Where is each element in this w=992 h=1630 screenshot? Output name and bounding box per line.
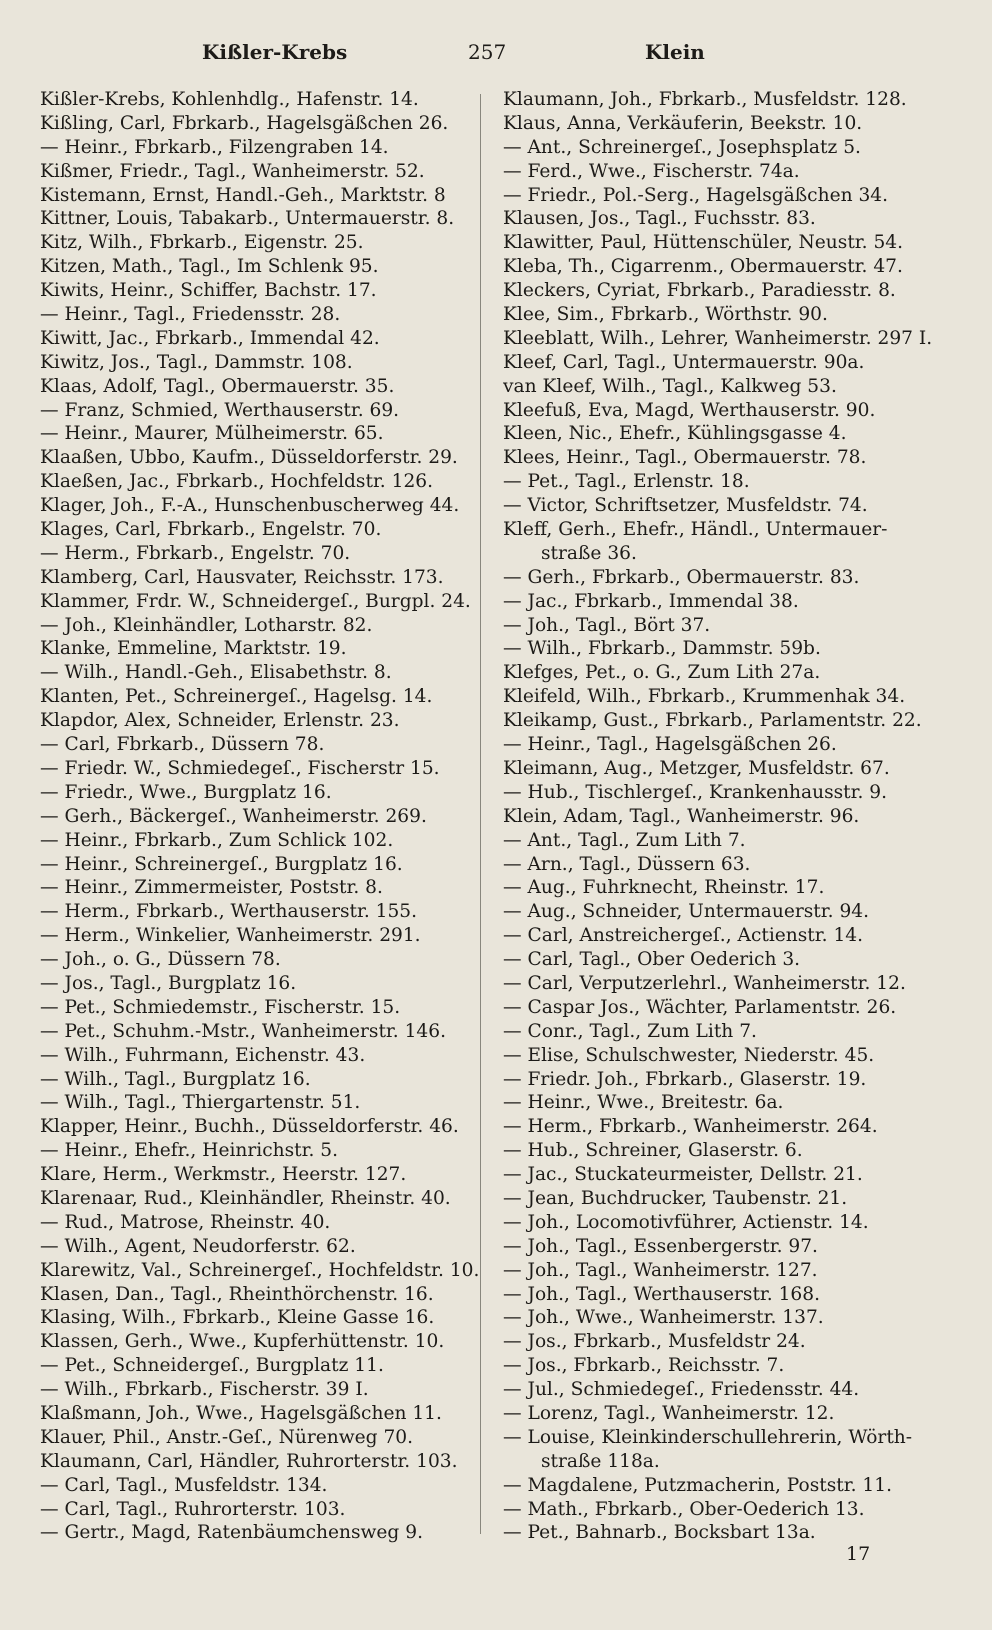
directory-entry: — Pet., Schmiedemstr., Fischerstr. 15. xyxy=(40,996,401,1018)
directory-entry: Kleba, Th., Cigarrenm., Obermauerstr. 47. xyxy=(503,256,903,278)
directory-entry: Klapdor, Alex, Schneider, Erlenstr. 23. xyxy=(40,710,400,732)
directory-entry: — Carl, Tagl., Ober Oederich 3. xyxy=(503,949,801,971)
directory-entry: Klapper, Heinr., Buchh., Düsseldorferstr. 46. xyxy=(40,1116,459,1138)
directory-entry: Kitzen, Math., Tagl., Im Schlenk 95. xyxy=(40,256,379,278)
directory-entry: — Heinr., Tagl., Friedensstr. 28. xyxy=(40,304,341,326)
directory-entry: — Jac., Fbrkarb., Immendal 38. xyxy=(503,590,799,612)
directory-entry: — Jul., Schmiedegeſ., Friedensstr. 44. xyxy=(503,1379,860,1401)
directory-entry: — Magdalene, Putzmacherin, Poststr. 11. xyxy=(503,1474,892,1496)
directory-entry: — Heinr., Schreinergeſ., Burgplatz 16. xyxy=(40,853,403,875)
directory-entry: — Wilh., Fuhrmann, Eichenstr. 43. xyxy=(40,1044,366,1066)
directory-entry: — Jos., Tagl., Burgplatz 16. xyxy=(40,972,297,994)
header-last-entry: Klein xyxy=(645,40,705,64)
directory-entry: Kleefuß, Eva, Magd, Werthauserstr. 90. xyxy=(503,399,876,421)
directory-entry: — Joh., Locomotivführer, Actienstr. 14. xyxy=(503,1211,869,1233)
directory-entry: — Heinr., Tagl., Hagelsgäßchen 26. xyxy=(503,734,837,756)
directory-entry: — Heinr., Zimmermeister, Poststr. 8. xyxy=(40,877,383,899)
directory-entry: — Aug., Schneider, Untermauerstr. 94. xyxy=(503,901,870,923)
directory-entry: Kleff, Gerh., Ehefr., Händl., Untermauer- xyxy=(503,519,888,541)
directory-entry: — Victor, Schriftsetzer, Musfeldstr. 74. xyxy=(503,495,868,517)
directory-entry: — Herm., Winkelier, Wanheimerstr. 291. xyxy=(40,925,421,947)
directory-entry: — Joh., Tagl., Wanheimerstr. 127. xyxy=(503,1259,818,1281)
directory-entry: Kleimann, Aug., Metzger, Musfeldstr. 67. xyxy=(503,757,890,779)
directory-entry: — Wilh., Fbrkarb., Dammstr. 59b. xyxy=(503,638,821,660)
directory-entry: Klanke, Emmeline, Marktstr. 19. xyxy=(40,638,347,660)
directory-entry: Kiwitz, Jos., Tagl., Dammstr. 108. xyxy=(40,351,353,373)
directory-entry: — Heinr., Ehefr., Heinrichstr. 5. xyxy=(40,1140,339,1162)
directory-entry: Klages, Carl, Fbrkarb., Engelstr. 70. xyxy=(40,519,382,541)
directory-entry: Klaßmann, Joh., Wwe., Hagelsgäßchen 11. xyxy=(40,1402,442,1424)
directory-entry: Klasen, Dan., Tagl., Rheinthörchenstr. 16. xyxy=(40,1283,434,1305)
directory-entry: Kleckers, Cyriat, Fbrkarb., Paradiesstr. 8. xyxy=(503,280,896,302)
directory-entry: Klaeßen, Jac., Fbrkarb., Hochfeldstr. 126. xyxy=(40,471,434,493)
directory-entry: — Aug., Fuhrknecht, Rheinstr. 17. xyxy=(503,877,825,899)
directory-entry: — Heinr., Fbrkarb., Filzengraben 14. xyxy=(40,136,389,158)
directory-entry: Kißler-Krebs, Kohlenhdlg., Hafenstr. 14. xyxy=(40,89,419,110)
directory-entry: Kißmer, Friedr., Tagl., Wanheimerstr. 52. xyxy=(40,160,425,182)
directory-entry: — Wilh., Tagl., Burgplatz 16. xyxy=(40,1068,311,1090)
directory-entry: Klassen, Gerh., Wwe., Kupferhüttenstr. 10. xyxy=(40,1331,445,1353)
directory-entry: — Pet., Tagl., Erlenstr. 18. xyxy=(503,471,750,493)
directory-entry: — Jos., Fbrkarb., Musfeldstr 24. xyxy=(503,1331,806,1353)
directory-entry: Kistemann, Ernst, Handl.-Geh., Marktstr. 8 xyxy=(40,184,446,206)
directory-entry: — Pet., Schuhm.-Mstr., Wanheimerstr. 146. xyxy=(40,1020,447,1042)
directory-entry: — Carl, Anstreichergeſ., Actienstr. 14. xyxy=(503,925,864,947)
sheet-number: 17 xyxy=(846,1543,871,1565)
directory-entry: — Wilh., Fbrkarb., Fischerstr. 39 I. xyxy=(40,1379,369,1401)
directory-entry: — Ferd., Wwe., Fischerstr. 74a. xyxy=(503,160,800,182)
directory-entry: Kleen, Nic., Ehefr., Kühlingsgasse 4. xyxy=(503,423,847,445)
directory-entry: Klare, Herm., Werkmstr., Heerstr. 127. xyxy=(40,1164,407,1186)
directory-entry: Kitz, Wilh., Fbrkarb., Eigenstr. 25. xyxy=(40,232,364,254)
directory-entry: Klarewitz, Val., Schreinergeſ., Hochfeldstr. 10. xyxy=(40,1259,480,1281)
header-first-entry: Kißler-Krebs xyxy=(202,40,348,64)
running-header xyxy=(40,40,952,74)
directory-entry: Kleef, Carl, Tagl., Untermauerstr. 90a. xyxy=(503,351,865,373)
directory-entry: — Caspar Jos., Wächter, Parlamentstr. 26. xyxy=(503,996,897,1018)
directory-entry: Klasing, Wilh., Fbrkarb., Kleine Gasse 16. xyxy=(40,1307,435,1329)
directory-entry: Klaumann, Carl, Händler, Ruhrorterstr. 103. xyxy=(40,1450,458,1472)
directory-entry: Klamberg, Carl, Hausvater, Reichsstr. 173. xyxy=(40,566,444,588)
directory-entry: — Gerh., Fbrkarb., Obermauerstr. 83. xyxy=(503,566,860,588)
directory-entry: — Gertr., Magd, Ratenbäumchensweg 9. xyxy=(40,1522,423,1544)
directory-entry: — Joh., Tagl., Essenbergerstr. 97. xyxy=(503,1235,818,1257)
right-column xyxy=(503,88,948,1545)
directory-entry: Kleifeld, Wilh., Fbrkarb., Krummenhak 34. xyxy=(503,686,906,708)
directory-entry: — Arn., Tagl., Düssern 63. xyxy=(503,853,751,875)
directory-entry: Klees, Heinr., Tagl., Obermauerstr. 78. xyxy=(503,447,867,469)
directory-entry: Klammer, Frdr. W., Schneidergeſ., Burgpl. 24. xyxy=(40,590,471,612)
directory-entry: — Friedr. W., Schmiedegeſ., Fischerstr 15. xyxy=(40,757,440,779)
directory-entry: Klauer, Phil., Anstr.-Geſ., Nürenweg 70. xyxy=(40,1426,414,1448)
directory-entry: — Hub., Schreiner, Glaserstr. 6. xyxy=(503,1140,803,1162)
directory-entry: — Jac., Stuckateurmeister, Dellstr. 21. xyxy=(503,1164,863,1186)
directory-entry: Klaumann, Joh., Fbrkarb., Musfeldstr. 128. xyxy=(503,89,907,110)
directory-entry: — Heinr., Maurer, Mülheimerstr. 65. xyxy=(40,423,384,445)
directory-entry: — Joh., Wwe., Wanheimerstr. 137. xyxy=(503,1307,824,1329)
directory-entry: Klanten, Pet., Schreinergeſ., Hagelsg. 14. xyxy=(40,686,433,708)
directory-entry: Klarenaar, Rud., Kleinhändler, Rheinstr. 40. xyxy=(40,1187,451,1209)
directory-entry: — Jos., Fbrkarb., Reichsstr. 7. xyxy=(503,1355,785,1377)
directory-entry: — Louise, Kleinkinderschullehrerin, Wörth- xyxy=(503,1426,913,1448)
directory-entry: Kiwits, Heinr., Schiffer, Bachstr. 17. xyxy=(40,280,377,302)
directory-entry: — Herm., Fbrkarb., Werthauserstr. 155. xyxy=(40,901,418,923)
directory-entry: — Carl, Tagl., Ruhrorterstr. 103. xyxy=(40,1498,346,1520)
directory-entry: — Pet., Schneidergeſ., Burgplatz 11. xyxy=(40,1355,384,1377)
directory-entry: — Joh., o. G., Düssern 78. xyxy=(40,949,281,971)
directory-entry: — Pet., Bahnarb., Bocksbart 13a. xyxy=(503,1522,816,1544)
page-number: 257 xyxy=(468,40,507,64)
directory-entry: straße 118a. xyxy=(541,1450,660,1472)
directory-entry: Kleeblatt, Wilh., Lehrer, Wanheimerstr. 297 I. xyxy=(503,327,933,349)
directory-entry: — Joh., Tagl., Bört 37. xyxy=(503,614,711,636)
directory-entry: — Jean, Buchdrucker, Taubenstr. 21. xyxy=(503,1187,848,1209)
directory-entry: — Herm., Fbrkarb., Wanheimerstr. 264. xyxy=(503,1116,878,1138)
directory-entry: Klefges, Pet., o. G., Zum Lith 27a. xyxy=(503,662,821,684)
directory-entry: — Herm., Fbrkarb., Engelstr. 70. xyxy=(40,542,351,564)
directory-entry: — Conr., Tagl., Zum Lith 7. xyxy=(503,1020,757,1042)
directory-entry: — Heinr., Wwe., Breitestr. 6a. xyxy=(503,1092,784,1114)
directory-entry: — Friedr. Joh., Fbrkarb., Glaserstr. 19. xyxy=(503,1068,867,1090)
directory-entry: straße 36. xyxy=(541,542,637,564)
directory-entry: — Friedr., Wwe., Burgplatz 16. xyxy=(40,781,332,803)
directory-entry: Kißling, Carl, Fbrkarb., Hagelsgäßchen 26. xyxy=(40,112,449,134)
directory-entry: — Heinr., Fbrkarb., Zum Schlick 102. xyxy=(40,829,394,851)
directory-entry: Klein, Adam, Tagl., Wanheimerstr. 96. xyxy=(503,805,860,827)
directory-entry: Klaaßen, Ubbo, Kaufm., Düsseldorferstr. 29. xyxy=(40,447,458,469)
directory-entry: Kittner, Louis, Tabakarb., Untermauerstr. 8. xyxy=(40,208,455,230)
directory-entry: Klausen, Jos., Tagl., Fuchsstr. 83. xyxy=(503,208,816,230)
directory-entry: — Math., Fbrkarb., Ober-Oederich 13. xyxy=(503,1498,865,1520)
directory-entry: — Gerh., Bäckergeſ., Wanheimerstr. 269. xyxy=(40,805,427,827)
directory-entry: — Ant., Schreinergeſ., Josephsplatz 5. xyxy=(503,136,861,158)
directory-entry: — Carl, Fbrkarb., Düssern 78. xyxy=(40,734,325,756)
directory-entry: — Wilh., Agent, Neudorferstr. 62. xyxy=(40,1235,356,1257)
directory-entry: Klaas, Adolf, Tagl., Obermauerstr. 35. xyxy=(40,375,395,397)
directory-entry: Klawitter, Paul, Hüttenschüler, Neustr. 54. xyxy=(503,232,904,254)
directory-entry: — Ant., Tagl., Zum Lith 7. xyxy=(503,829,746,851)
directory-entry: — Lorenz, Tagl., Wanheimerstr. 12. xyxy=(503,1402,835,1424)
directory-entry: — Rud., Matrose, Rheinstr. 40. xyxy=(40,1211,331,1233)
directory-entry: — Elise, Schulschwester, Niederstr. 45. xyxy=(503,1044,875,1066)
directory-entry: — Wilh., Handl.-Geh., Elisabethstr. 8. xyxy=(40,662,392,684)
directory-entry: Klager, Joh., F.-A., Hunschenbuscherweg 44. xyxy=(40,495,460,517)
directory-entry: — Carl, Tagl., Musfeldstr. 134. xyxy=(40,1474,328,1496)
left-column xyxy=(40,88,485,1545)
directory-entry: — Hub., Tischlergeſ., Krankenhausstr. 9. xyxy=(503,781,888,803)
directory-entry: Klaus, Anna, Verkäuferin, Beekstr. 10. xyxy=(503,112,863,134)
directory-entry: — Joh., Tagl., Werthauserstr. 168. xyxy=(503,1283,820,1305)
directory-entry: — Wilh., Tagl., Thiergartenstr. 51. xyxy=(40,1092,361,1114)
directory-entry: Kleikamp, Gust., Fbrkarb., Parlamentstr. 22. xyxy=(503,710,922,732)
column-divider xyxy=(480,94,481,1534)
directory-entry: Klee, Sim., Fbrkarb., Wörthstr. 90. xyxy=(503,304,828,326)
directory-entry: Kiwitt, Jac., Fbrkarb., Immendal 42. xyxy=(40,327,380,349)
directory-entry: — Franz, Schmied, Werthauserstr. 69. xyxy=(40,399,400,421)
directory-entry: — Friedr., Pol.-Serg., Hagelsgäßchen 34. xyxy=(503,184,889,206)
directory-entry: — Joh., Kleinhändler, Lotharstr. 82. xyxy=(40,614,373,636)
directory-entry: — Carl, Verputzerlehrl., Wanheimerstr. 12. xyxy=(503,972,906,994)
directory-entry: van Kleef, Wilh., Tagl., Kalkweg 53. xyxy=(503,375,837,397)
